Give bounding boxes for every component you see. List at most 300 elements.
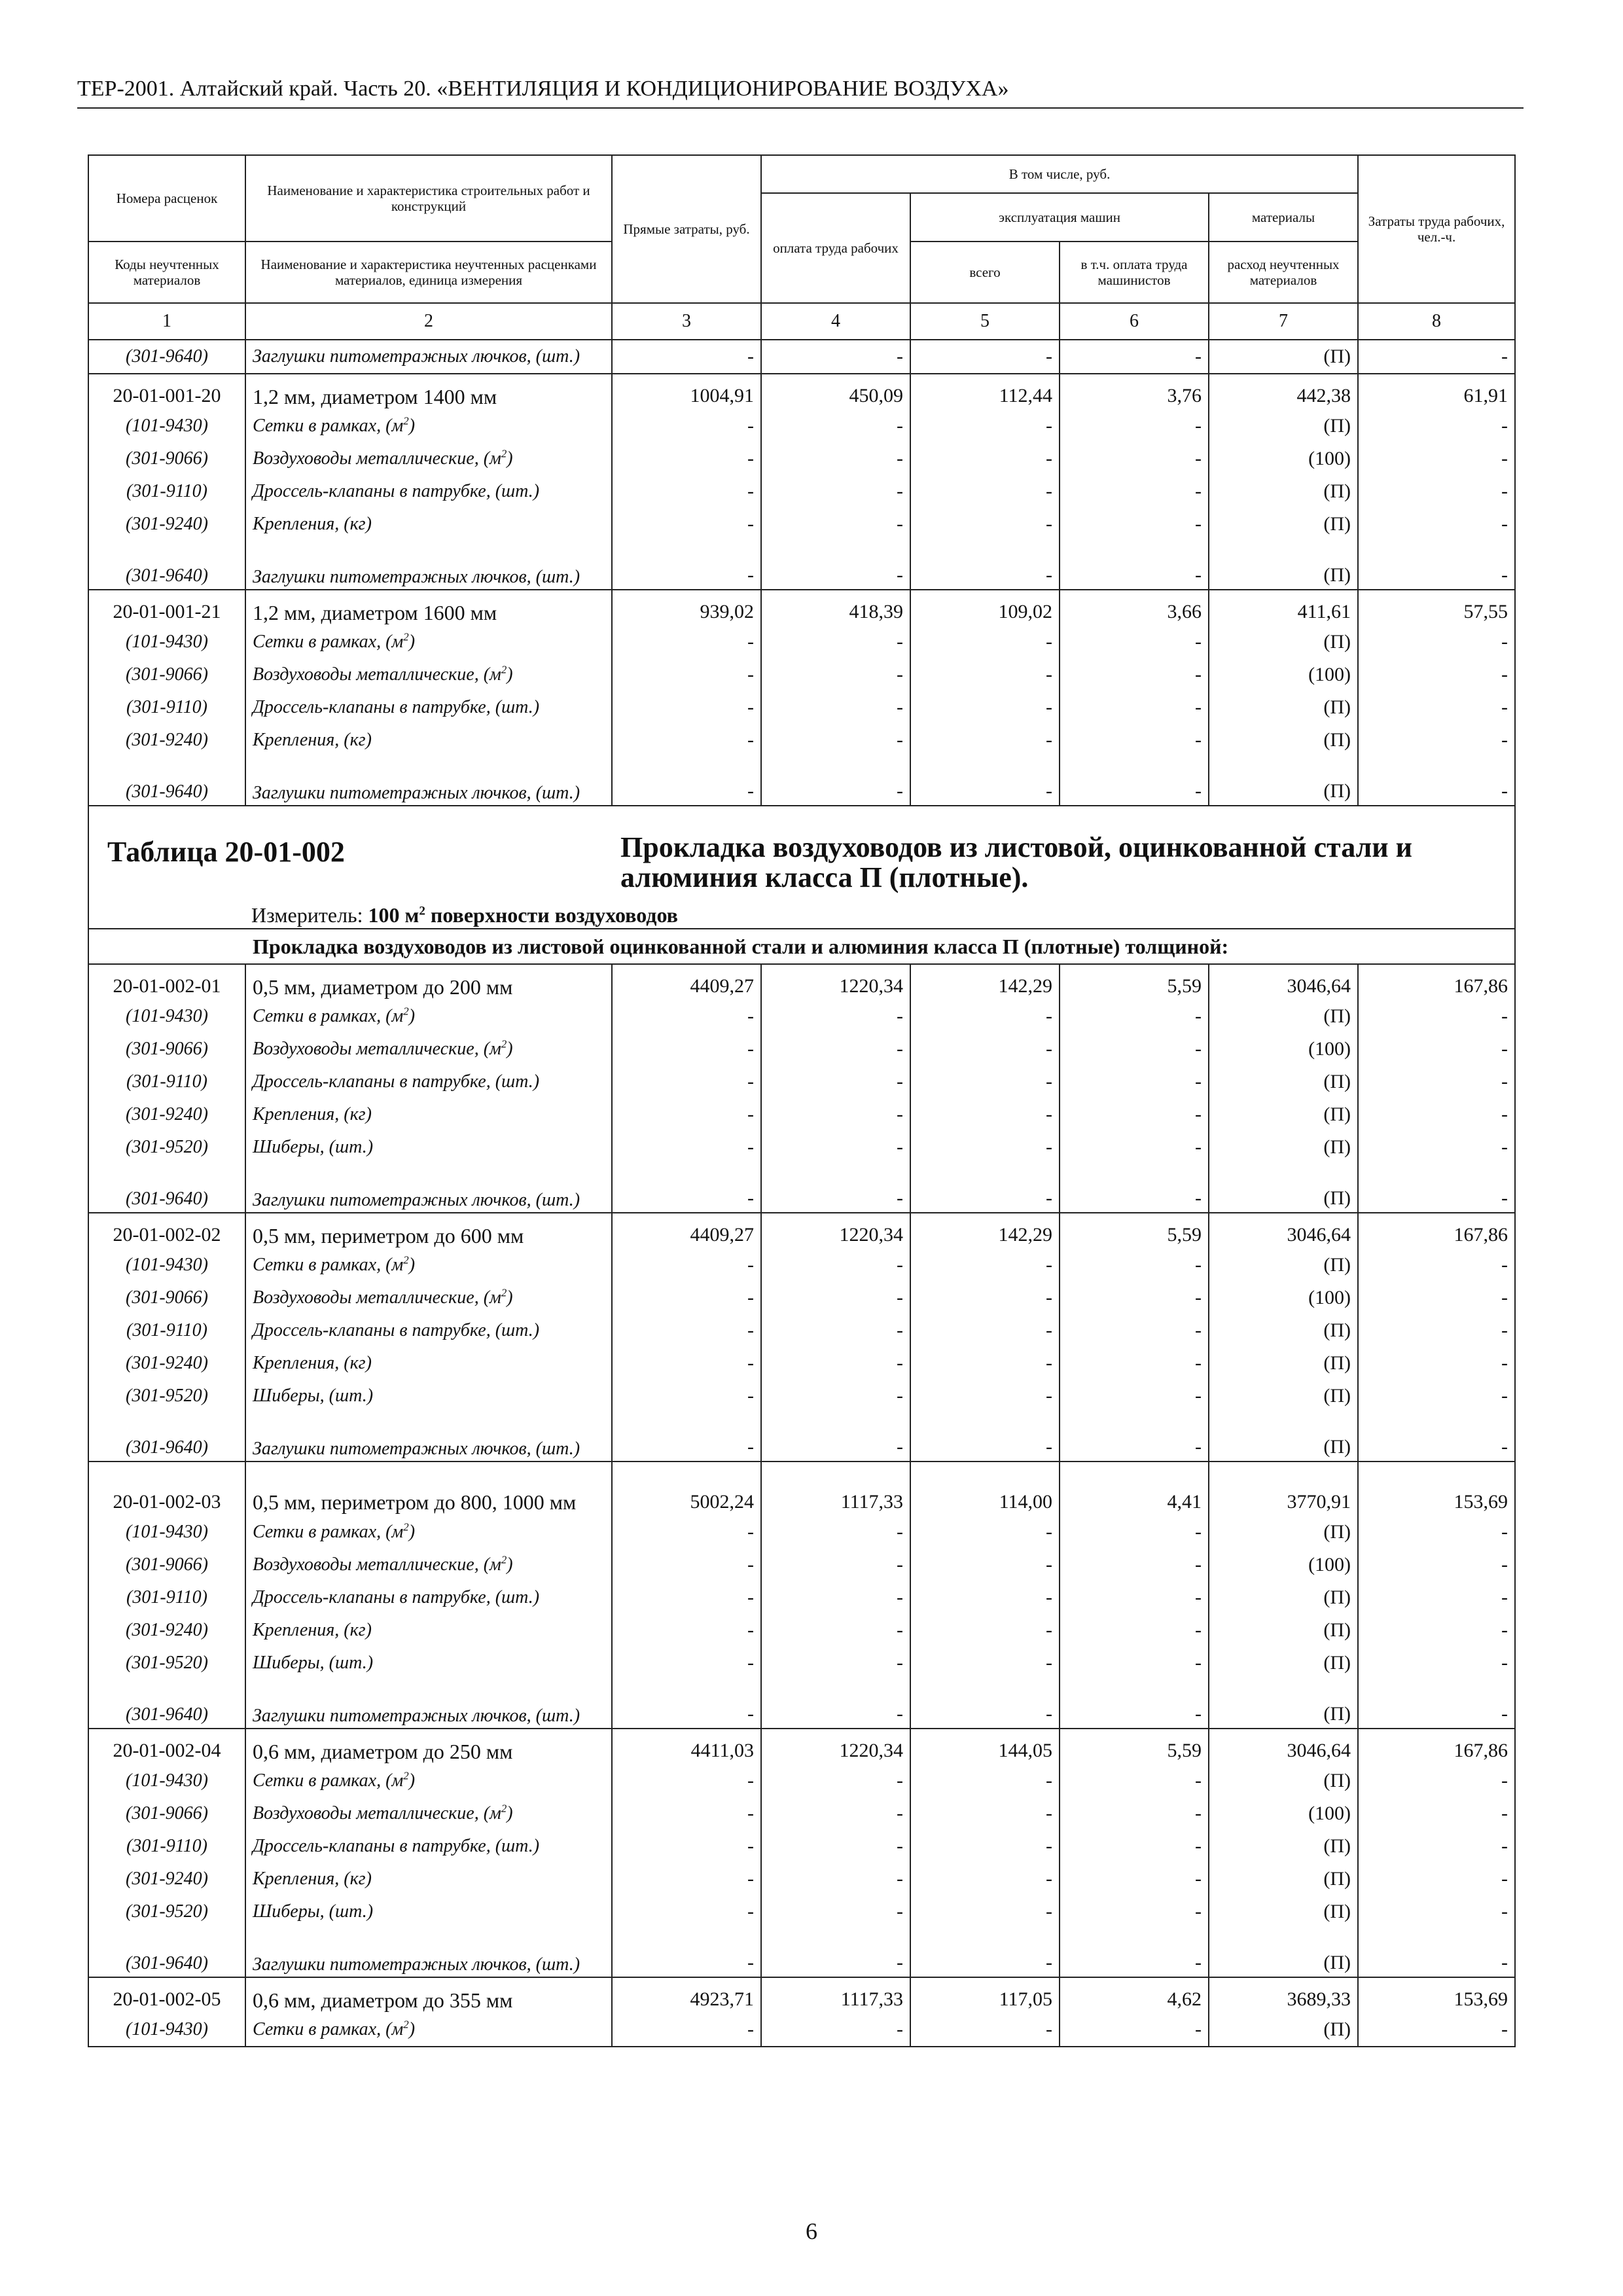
labor-pay-value: -: [761, 1516, 910, 1549]
materials-consumption-value: (П): [1209, 724, 1358, 757]
material-code: (301-9066): [88, 1282, 245, 1314]
direct-costs-value: 4411,03: [612, 1729, 761, 1765]
machines-total-value: -: [910, 691, 1060, 724]
direct-costs-value: -: [612, 757, 761, 806]
direct-costs-value: 1004,91: [612, 374, 761, 410]
labor-costs-value: 167,86: [1358, 1729, 1515, 1765]
material-row: [88, 724, 1515, 757]
material-name: Крепления, (кг): [245, 508, 612, 541]
col-rate-numbers: Номера расценок: [88, 155, 245, 242]
col-number: 1: [88, 303, 245, 340]
labor-pay-value: 450,09: [761, 374, 910, 410]
labor-pay-value: -: [761, 1765, 910, 1797]
labor-costs-value: -: [1358, 1581, 1515, 1614]
labor-costs-value: -: [1358, 410, 1515, 442]
rate-code: 20-01-002-04: [88, 1729, 245, 1765]
machines-total-value: -: [910, 541, 1060, 590]
labor-costs-value: -: [1358, 1033, 1515, 1066]
material-name: Воздуховоды металлические, $(м^2)$: [245, 1033, 612, 1066]
operators-pay-value: -: [1060, 1581, 1209, 1614]
direct-costs-value: -: [612, 1347, 761, 1380]
material-row: [88, 1249, 1515, 1282]
rate-row: [88, 374, 1515, 410]
material-row: [88, 1412, 1515, 1462]
direct-costs-value: -: [612, 1033, 761, 1066]
machines-total-value: -: [910, 1282, 1060, 1314]
machines-total-value: -: [910, 340, 1060, 374]
direct-costs-value: -: [612, 1000, 761, 1033]
machines-total-value: -: [910, 1164, 1060, 1213]
materials-consumption-value: (П): [1209, 1581, 1358, 1614]
material-code: (301-9240): [88, 724, 245, 757]
material-name: Сетки в рамках, $(м^2)$: [245, 1249, 612, 1282]
direct-costs-value: -: [612, 658, 761, 691]
labor-pay-value: -: [761, 1928, 910, 1977]
operators-pay-value: -: [1060, 340, 1209, 374]
top-rows: [88, 340, 1515, 806]
direct-costs-value: -: [612, 1830, 761, 1863]
materials-value: 3046,64: [1209, 1213, 1358, 1249]
machines-total-value: -: [910, 1098, 1060, 1131]
machines-total-value: -: [910, 508, 1060, 541]
materials-value: 3689,33: [1209, 1977, 1358, 2013]
col-number: 7: [1209, 303, 1358, 340]
material-code: (301-9110): [88, 1314, 245, 1347]
direct-costs-value: -: [612, 541, 761, 590]
material-row: [88, 541, 1515, 590]
rate-row: [88, 1213, 1515, 1249]
material-row: [88, 475, 1515, 508]
materials-consumption-value: (100): [1209, 658, 1358, 691]
labor-costs-value: -: [1358, 691, 1515, 724]
material-code: (301-9520): [88, 1895, 245, 1928]
labor-pay-value: -: [761, 1164, 910, 1213]
materials-consumption-value: (П): [1209, 1928, 1358, 1977]
material-code: (301-9640): [88, 340, 245, 374]
meter-label: Измеритель:: [251, 903, 363, 927]
material-name: Крепления, (кг): [245, 724, 612, 757]
labor-pay-value: -: [761, 508, 910, 541]
machines-total-value: -: [910, 1033, 1060, 1066]
materials-value: 3046,64: [1209, 964, 1358, 1000]
machines-total-value: -: [910, 724, 1060, 757]
col-including: В том числе, руб.: [761, 155, 1358, 193]
material-name: Шиберы, (шт.): [245, 1131, 612, 1164]
materials-consumption-value: (П): [1209, 1164, 1358, 1213]
rates-table: [88, 154, 1516, 2047]
materials-consumption-value: (П): [1209, 1066, 1358, 1098]
rate-name: 0,5 мм, диаметром до 200 мм: [245, 964, 612, 1000]
material-name: Дроссель-клапаны в патрубке, (шт.): [245, 475, 612, 508]
labor-costs-value: -: [1358, 1066, 1515, 1098]
direct-costs-value: -: [612, 1314, 761, 1347]
col-machines: эксплуатация машин: [910, 193, 1209, 242]
material-name: Воздуховоды металлические, $(м^2)$: [245, 1797, 612, 1830]
operators-pay-value: -: [1060, 1347, 1209, 1380]
operators-pay-value: 3,76: [1060, 374, 1209, 410]
material-name: Шиберы, (шт.): [245, 1647, 612, 1679]
materials-consumption-value: (П): [1209, 1000, 1358, 1033]
material-code: (301-9640): [88, 1164, 245, 1213]
material-name: Дроссель-клапаны в патрубке, (шт.): [245, 1066, 612, 1098]
labor-pay-value: -: [761, 541, 910, 590]
labor-pay-value: 1117,33: [761, 1977, 910, 2013]
direct-costs-value: -: [612, 1249, 761, 1282]
machines-total-value: 112,44: [910, 374, 1060, 410]
labor-costs-value: -: [1358, 757, 1515, 806]
labor-pay-value: -: [761, 1679, 910, 1729]
material-code: (301-9110): [88, 1581, 245, 1614]
labor-pay-value: -: [761, 1863, 910, 1895]
labor-costs-value: -: [1358, 1412, 1515, 1462]
material-name: Сетки в рамках, $(м^2)$: [245, 1516, 612, 1549]
col-materials: материалы: [1209, 193, 1358, 242]
material-name: Воздуховоды металлические, $(м^2)$: [245, 442, 612, 475]
machines-total-value: -: [910, 626, 1060, 658]
labor-costs-value: -: [1358, 1765, 1515, 1797]
rate-name: 0,6 мм, диаметром до 250 мм: [245, 1729, 612, 1765]
operators-pay-value: 4,41: [1060, 1462, 1209, 1516]
materials-consumption-value: (П): [1209, 1765, 1358, 1797]
material-code: (301-9520): [88, 1647, 245, 1679]
col-number: 4: [761, 303, 910, 340]
material-name: Дроссель-клапаны в патрубке, (шт.): [245, 1830, 612, 1863]
operators-pay-value: 4,62: [1060, 1977, 1209, 2013]
direct-costs-value: -: [612, 508, 761, 541]
operators-pay-value: 5,59: [1060, 1213, 1209, 1249]
material-code: (301-9640): [88, 1679, 245, 1729]
operators-pay-value: -: [1060, 1380, 1209, 1412]
machines-total-value: -: [910, 757, 1060, 806]
direct-costs-value: 4409,27: [612, 964, 761, 1000]
labor-pay-value: -: [761, 626, 910, 658]
labor-pay-value: -: [761, 1380, 910, 1412]
machines-total-value: -: [910, 1830, 1060, 1863]
machines-total-value: -: [910, 658, 1060, 691]
direct-costs-value: -: [612, 1765, 761, 1797]
operators-pay-value: -: [1060, 1895, 1209, 1928]
direct-costs-value: -: [612, 410, 761, 442]
materials-consumption-value: (П): [1209, 1347, 1358, 1380]
operators-pay-value: -: [1060, 508, 1209, 541]
col-materials-consumption: расход неучтенных материалов: [1209, 242, 1358, 303]
machines-total-value: 117,05: [910, 1977, 1060, 2013]
rate-row: [88, 1462, 1515, 1516]
operators-pay-value: 5,59: [1060, 964, 1209, 1000]
operators-pay-value: -: [1060, 1614, 1209, 1647]
material-row: [88, 1164, 1515, 1213]
material-name: Сетки в рамках, $(м^2)$: [245, 2013, 612, 2047]
labor-pay-value: -: [761, 1647, 910, 1679]
machines-total-value: 142,29: [910, 1213, 1060, 1249]
material-code: (301-9110): [88, 1066, 245, 1098]
material-row: [88, 1314, 1515, 1347]
operators-pay-value: -: [1060, 1164, 1209, 1213]
material-code: (101-9430): [88, 1516, 245, 1549]
material-row: [88, 1066, 1515, 1098]
material-row: [88, 626, 1515, 658]
machines-total-value: -: [910, 1581, 1060, 1614]
materials-consumption-value: (П): [1209, 1830, 1358, 1863]
labor-pay-value: -: [761, 1314, 910, 1347]
materials-consumption-value: (П): [1209, 340, 1358, 374]
machines-total-value: -: [910, 410, 1060, 442]
machines-total-value: -: [910, 1797, 1060, 1830]
material-name: Заглушки питометражных лючков, (шт.): [245, 1164, 612, 1213]
labor-costs-value: -: [1358, 724, 1515, 757]
labor-costs-value: 153,69: [1358, 1977, 1515, 2013]
material-name: Дроссель-клапаны в патрубке, (шт.): [245, 1314, 612, 1347]
material-code: (301-9066): [88, 1033, 245, 1066]
rate-code: 20-01-002-02: [88, 1213, 245, 1249]
material-row: [88, 1516, 1515, 1549]
labor-pay-value: -: [761, 1347, 910, 1380]
rate-name: 1,2 мм, диаметром 1600 мм: [245, 590, 612, 626]
operators-pay-value: -: [1060, 1830, 1209, 1863]
material-name: Заглушки питометражных лючков, (шт.): [245, 1412, 612, 1462]
material-row: [88, 1647, 1515, 1679]
col-material-name: Наименование и характеристика неучтенных расценками материалов, единица измерения: [245, 242, 612, 303]
labor-costs-value: -: [1358, 1863, 1515, 1895]
material-code: (301-9640): [88, 1412, 245, 1462]
material-row: [88, 1380, 1515, 1412]
operators-pay-value: -: [1060, 1797, 1209, 1830]
labor-pay-value: -: [761, 691, 910, 724]
operators-pay-value: -: [1060, 1516, 1209, 1549]
operators-pay-value: 3,66: [1060, 590, 1209, 626]
material-code: (301-9240): [88, 508, 245, 541]
materials-consumption-value: (П): [1209, 691, 1358, 724]
operators-pay-value: -: [1060, 757, 1209, 806]
material-row: [88, 1679, 1515, 1729]
material-row: [88, 1614, 1515, 1647]
machines-total-value: -: [910, 2013, 1060, 2047]
operators-pay-value: -: [1060, 541, 1209, 590]
col-labor-pay: оплата труда рабочих: [761, 193, 910, 303]
labor-pay-value: -: [761, 1581, 910, 1614]
operators-pay-value: -: [1060, 1098, 1209, 1131]
labor-pay-value: -: [761, 340, 910, 374]
material-row: [88, 658, 1515, 691]
materials-consumption-value: (100): [1209, 1797, 1358, 1830]
material-code: (101-9430): [88, 1000, 245, 1033]
rate-code: 20-01-002-05: [88, 1977, 245, 2013]
machines-total-value: -: [910, 1895, 1060, 1928]
rate-row: [88, 1729, 1515, 1765]
direct-costs-value: 4923,71: [612, 1977, 761, 2013]
material-code: (101-9430): [88, 626, 245, 658]
materials-consumption-value: (П): [1209, 1412, 1358, 1462]
material-row: [88, 1797, 1515, 1830]
labor-pay-value: -: [761, 757, 910, 806]
labor-costs-value: -: [1358, 1098, 1515, 1131]
material-name: Сетки в рамках, $(м^2)$: [245, 410, 612, 442]
direct-costs-value: -: [612, 1516, 761, 1549]
labor-costs-value: -: [1358, 626, 1515, 658]
operators-pay-value: -: [1060, 475, 1209, 508]
materials-consumption-value: (П): [1209, 1895, 1358, 1928]
operators-pay-value: -: [1060, 1679, 1209, 1729]
material-code: (301-9066): [88, 442, 245, 475]
material-name: Заглушки питометражных лючков, (шт.): [245, 757, 612, 806]
labor-costs-value: -: [1358, 442, 1515, 475]
direct-costs-value: -: [612, 1863, 761, 1895]
material-row: [88, 2013, 1515, 2047]
labor-pay-value: -: [761, 1412, 910, 1462]
operators-pay-value: -: [1060, 1282, 1209, 1314]
material-row: [88, 1581, 1515, 1614]
labor-costs-value: -: [1358, 658, 1515, 691]
operators-pay-value: -: [1060, 724, 1209, 757]
materials-consumption-value: (П): [1209, 475, 1358, 508]
direct-costs-value: -: [612, 1797, 761, 1830]
machines-total-value: -: [910, 1412, 1060, 1462]
material-code: (301-9240): [88, 1347, 245, 1380]
materials-consumption-value: (100): [1209, 1549, 1358, 1581]
material-code: (301-9520): [88, 1380, 245, 1412]
labor-costs-value: -: [1358, 1679, 1515, 1729]
operators-pay-value: -: [1060, 1314, 1209, 1347]
machines-total-value: -: [910, 1928, 1060, 1977]
operators-pay-value: -: [1060, 2013, 1209, 2047]
materials-consumption-value: (П): [1209, 410, 1358, 442]
labor-pay-value: -: [761, 1830, 910, 1863]
direct-costs-value: -: [612, 1679, 761, 1729]
material-row: [88, 757, 1515, 806]
material-code: (301-9066): [88, 1797, 245, 1830]
material-code: (101-9430): [88, 1249, 245, 1282]
table-title: Прокладка воздуховодов из листовой, оцинкованной стали и алюминия класса П (плотные).: [620, 831, 1412, 893]
operators-pay-value: -: [1060, 1863, 1209, 1895]
direct-costs-value: -: [612, 724, 761, 757]
materials-value: 411,61: [1209, 590, 1358, 626]
material-name: Крепления, (кг): [245, 1614, 612, 1647]
operators-pay-value: -: [1060, 1000, 1209, 1033]
materials-consumption-value: (П): [1209, 541, 1358, 590]
labor-costs-value: -: [1358, 1164, 1515, 1213]
rate-row: [88, 964, 1515, 1000]
materials-consumption-value: (П): [1209, 1380, 1358, 1412]
materials-consumption-value: (П): [1209, 2013, 1358, 2047]
labor-costs-value: -: [1358, 1249, 1515, 1282]
col-number: 6: [1060, 303, 1209, 340]
rate-name: 1,2 мм, диаметром 1400 мм: [245, 374, 612, 410]
labor-pay-value: 1220,34: [761, 964, 910, 1000]
rate-code: 20-01-001-21: [88, 590, 245, 626]
labor-costs-value: 61,91: [1358, 374, 1515, 410]
material-code: (301-9520): [88, 1131, 245, 1164]
operators-pay-value: -: [1060, 1549, 1209, 1581]
material-name: Заглушки питометражных лючков, (шт.): [245, 541, 612, 590]
machines-total-value: 144,05: [910, 1729, 1060, 1765]
material-code: (101-9430): [88, 2013, 245, 2047]
bottom-rows: [88, 964, 1515, 2047]
direct-costs-value: -: [612, 626, 761, 658]
labor-pay-value: -: [761, 724, 910, 757]
operators-pay-value: 5,59: [1060, 1729, 1209, 1765]
labor-pay-value: 418,39: [761, 590, 910, 626]
material-row: [88, 442, 1515, 475]
materials-consumption-value: (П): [1209, 1131, 1358, 1164]
machines-total-value: -: [910, 1314, 1060, 1347]
material-name: Воздуховоды металлические, $(м^2)$: [245, 1549, 612, 1581]
machines-total-value: -: [910, 1249, 1060, 1282]
operators-pay-value: -: [1060, 1412, 1209, 1462]
direct-costs-value: -: [612, 1380, 761, 1412]
material-row: [88, 1928, 1515, 1977]
machines-total-value: -: [910, 1765, 1060, 1797]
direct-costs-value: -: [612, 1614, 761, 1647]
materials-consumption-value: (П): [1209, 1249, 1358, 1282]
machines-total-value: -: [910, 1347, 1060, 1380]
operators-pay-value: -: [1060, 1765, 1209, 1797]
material-name: Шиберы, (шт.): [245, 1380, 612, 1412]
material-name: Дроссель-клапаны в патрубке, (шт.): [245, 691, 612, 724]
labor-pay-value: -: [761, 1066, 910, 1098]
operators-pay-value: -: [1060, 626, 1209, 658]
material-name: Воздуховоды металлические, $(м^2)$: [245, 658, 612, 691]
labor-costs-value: -: [1358, 1614, 1515, 1647]
material-row: [88, 1131, 1515, 1164]
direct-costs-value: -: [612, 1647, 761, 1679]
labor-pay-value: -: [761, 1549, 910, 1581]
machines-total-value: 109,02: [910, 590, 1060, 626]
material-name: Крепления, (кг): [245, 1863, 612, 1895]
operators-pay-value: -: [1060, 1066, 1209, 1098]
meter-value: 100 $м^2$ поверхности воздуховодов: [368, 903, 678, 927]
materials-consumption-value: (П): [1209, 1647, 1358, 1679]
rate-row: [88, 1977, 1515, 2013]
material-name: Сетки в рамках, $(м^2)$: [245, 1765, 612, 1797]
page-header: ТЕР-2001. Алтайский край. Часть 20. «ВЕНТИЛЯЦИЯ И КОНДИЦИОНИРОВАНИЕ ВОЗДУХА»: [77, 73, 1524, 109]
labor-pay-value: -: [761, 1614, 910, 1647]
materials-consumption-value: (П): [1209, 1863, 1358, 1895]
material-code: (301-9640): [88, 1928, 245, 1977]
material-code: (301-9066): [88, 658, 245, 691]
meter-line: [251, 903, 678, 927]
material-row: [88, 1895, 1515, 1928]
operators-pay-value: -: [1060, 691, 1209, 724]
material-row: [88, 1347, 1515, 1380]
machines-total-value: 114,00: [910, 1462, 1060, 1516]
direct-costs-value: 939,02: [612, 590, 761, 626]
materials-value: 3046,64: [1209, 1729, 1358, 1765]
labor-pay-value: -: [761, 475, 910, 508]
labor-costs-value: -: [1358, 1282, 1515, 1314]
labor-costs-value: -: [1358, 340, 1515, 374]
labor-costs-value: -: [1358, 2013, 1515, 2047]
materials-consumption-value: (100): [1209, 1033, 1358, 1066]
material-name: Заглушки питометражных лючков, (шт.): [245, 1679, 612, 1729]
material-code: (301-9110): [88, 691, 245, 724]
machines-total-value: -: [910, 1647, 1060, 1679]
operators-pay-value: -: [1060, 1647, 1209, 1679]
col-number: 5: [910, 303, 1060, 340]
material-name: Шиберы, (шт.): [245, 1895, 612, 1928]
machines-total-value: -: [910, 1614, 1060, 1647]
direct-costs-value: 5002,24: [612, 1462, 761, 1516]
labor-pay-value: -: [761, 1797, 910, 1830]
labor-pay-value: 1220,34: [761, 1729, 910, 1765]
material-code: (101-9430): [88, 1765, 245, 1797]
labor-costs-value: -: [1358, 1549, 1515, 1581]
labor-costs-value: -: [1358, 1647, 1515, 1679]
machines-total-value: -: [910, 1863, 1060, 1895]
operators-pay-value: -: [1060, 442, 1209, 475]
labor-pay-value: 1220,34: [761, 1213, 910, 1249]
direct-costs-value: -: [612, 1131, 761, 1164]
direct-costs-value: -: [612, 1895, 761, 1928]
